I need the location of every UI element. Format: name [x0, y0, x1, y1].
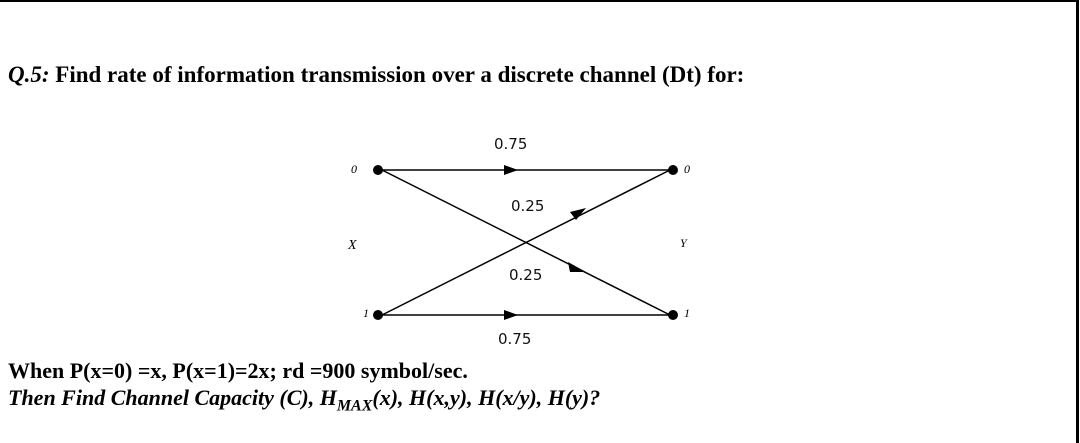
task-suffix: (x), H(x,y), H(x/y), H(y)?	[372, 385, 601, 410]
output-label: Y	[680, 236, 687, 250]
prob-1-0: 0.25	[511, 197, 545, 215]
prob-0-1: 0.25	[509, 266, 543, 284]
task-line	[8, 385, 600, 415]
question-number: Q.5:	[8, 62, 50, 87]
task-subscript: MAX	[336, 397, 373, 415]
node-y0	[668, 165, 678, 175]
prob-1-1: 0.75	[498, 330, 532, 348]
input-label: X	[348, 238, 357, 253]
task-prefix: Then Find Channel Capacity (C), H	[8, 385, 337, 410]
input-symbol-0: 0	[351, 162, 357, 176]
input-symbol-1: 1	[363, 306, 369, 320]
conditions-line: When P(x=0) =x, P(x=1)=2x; rd =900 symbol/sec.	[8, 358, 468, 383]
prob-0-0: 0.75	[494, 135, 528, 153]
output-symbol-0: 0	[684, 162, 690, 176]
node-y1	[668, 310, 678, 320]
question-text: Find rate of information transmission over a discrete channel (Dt) for:	[55, 62, 745, 87]
output-symbol-1: 1	[684, 306, 690, 320]
node-x1	[373, 310, 383, 320]
arrow-0-1	[568, 262, 586, 272]
arrow-0-0	[504, 165, 518, 175]
node-x0	[373, 165, 383, 175]
arrow-1-1	[504, 310, 518, 320]
